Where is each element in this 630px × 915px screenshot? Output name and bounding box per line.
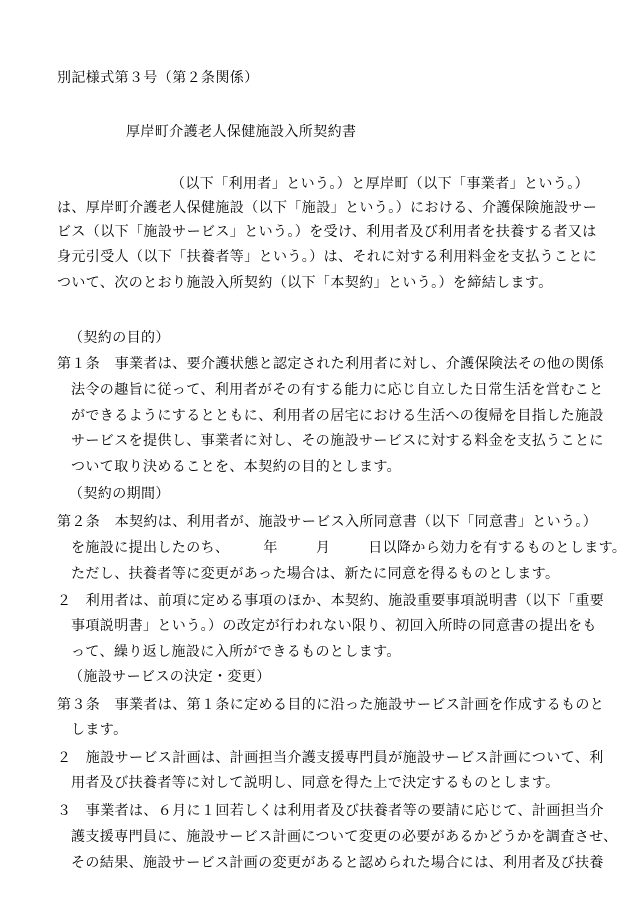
article-2-heading: （契約の期間） — [69, 486, 170, 502]
article-2-para-2-line-1: ２ 利用者は、前項に定める事項のほか、本契約、施設重要事項説明書（以下「重要 — [57, 593, 605, 609]
year-label: 年 — [263, 540, 278, 556]
article-2-para-2-line-2: 事項説明書」という。）の改定が行われない限り、初回入所時の同意書の提出をも — [71, 618, 597, 634]
article-2-para-2-line-3: って、繰り返し施設に入所ができるものとします。 — [71, 644, 401, 660]
article-3-para-1-line-1: 第３条 事業者は、第１条に定める目的に沿った施設サービス計画を作成するものと — [57, 697, 605, 713]
intro-line-2: は、厚岸町介護老人保健施設（以下「施設」という。）における、介護保険施設サー — [57, 200, 598, 216]
intro-line-4: 身元引受人（以下「扶養者等」という。）は、それに対する利用料金を支払うことに — [57, 249, 598, 265]
article-1-heading: （契約の目的） — [69, 330, 170, 346]
article-1-line-1: 第１条 事業者は、要介護状態と認定された利用者に対し、介護保険法その他の関係 — [57, 356, 605, 372]
article-3-heading: （施設サービスの決定・変更） — [69, 669, 271, 685]
article-2-line-2-end: 日以降から効力を有するものとします。 — [368, 540, 627, 556]
article-2-line-1: 第２条 本契約は、利用者が、施設サービス入所同意書（以下「同意書」という。） — [57, 514, 598, 530]
article-3-para-2-line-1: ２ 施設サービス計画は、計画担当介護支援専門員が施設サービス計画について、利 — [57, 750, 604, 766]
article-3-para-1-line-2: します。 — [71, 722, 128, 738]
article-1-line-3: ができるようにするとともに、利用者の居宅における生活への復帰を目指した施設 — [71, 408, 604, 424]
article-2-line-2 — [71, 536, 626, 560]
intro-line-5: ついて、次のとおり施設入所契約（以下「本契約」という。）を締結します。 — [57, 275, 553, 291]
month-label: 月 — [315, 540, 331, 556]
intro-line-3: ビス（以下「施設サービス」という。）を受け、利用者及び利用者を扶養する者又は — [57, 224, 597, 240]
article-2-line-2-start: を施設に提出したのち、 — [71, 540, 230, 556]
form-label: 別記様式第３号（第２条関係） — [57, 70, 259, 86]
article-1-line-4: サービスを提供し、事業者に対し、その施設サービスに対する料金を支払うことに — [71, 433, 604, 449]
article-1-line-2: 法令の趣旨に従って、利用者がその有する能力に応じ自立した日常生活を営むこと — [71, 382, 604, 398]
article-3-para-3-line-3: その結果、施設サービス計画の変更があると認められた場合には、利用者及び扶養 — [71, 855, 604, 871]
article-3-para-3-line-2: 護支援専門員に、施設サービス計画について変更の必要があるかどうかを調査させ、 — [71, 829, 618, 845]
document-title: 厚岸町介護老人保健施設入所契約書 — [126, 124, 357, 140]
article-2-line-3: ただし、扶養者等に変更があった場合は、新たに同意を得るものとします。 — [71, 566, 560, 582]
article-3-para-2-line-2: 用者及び扶養者等に対して説明し、同意を得た上で決定するものとします。 — [71, 775, 560, 791]
article-3-para-3-line-1: ３ 事業者は、６月に１回若しくは利用者及び扶養者等の要請に応じて、計画担当介 — [57, 803, 604, 819]
intro-line-1: （以下「利用者」という。）と厚岸町（以下「事業者」という。） — [171, 176, 589, 192]
article-1-line-5: ついて取り決めることを、本契約の目的とします。 — [71, 459, 402, 475]
